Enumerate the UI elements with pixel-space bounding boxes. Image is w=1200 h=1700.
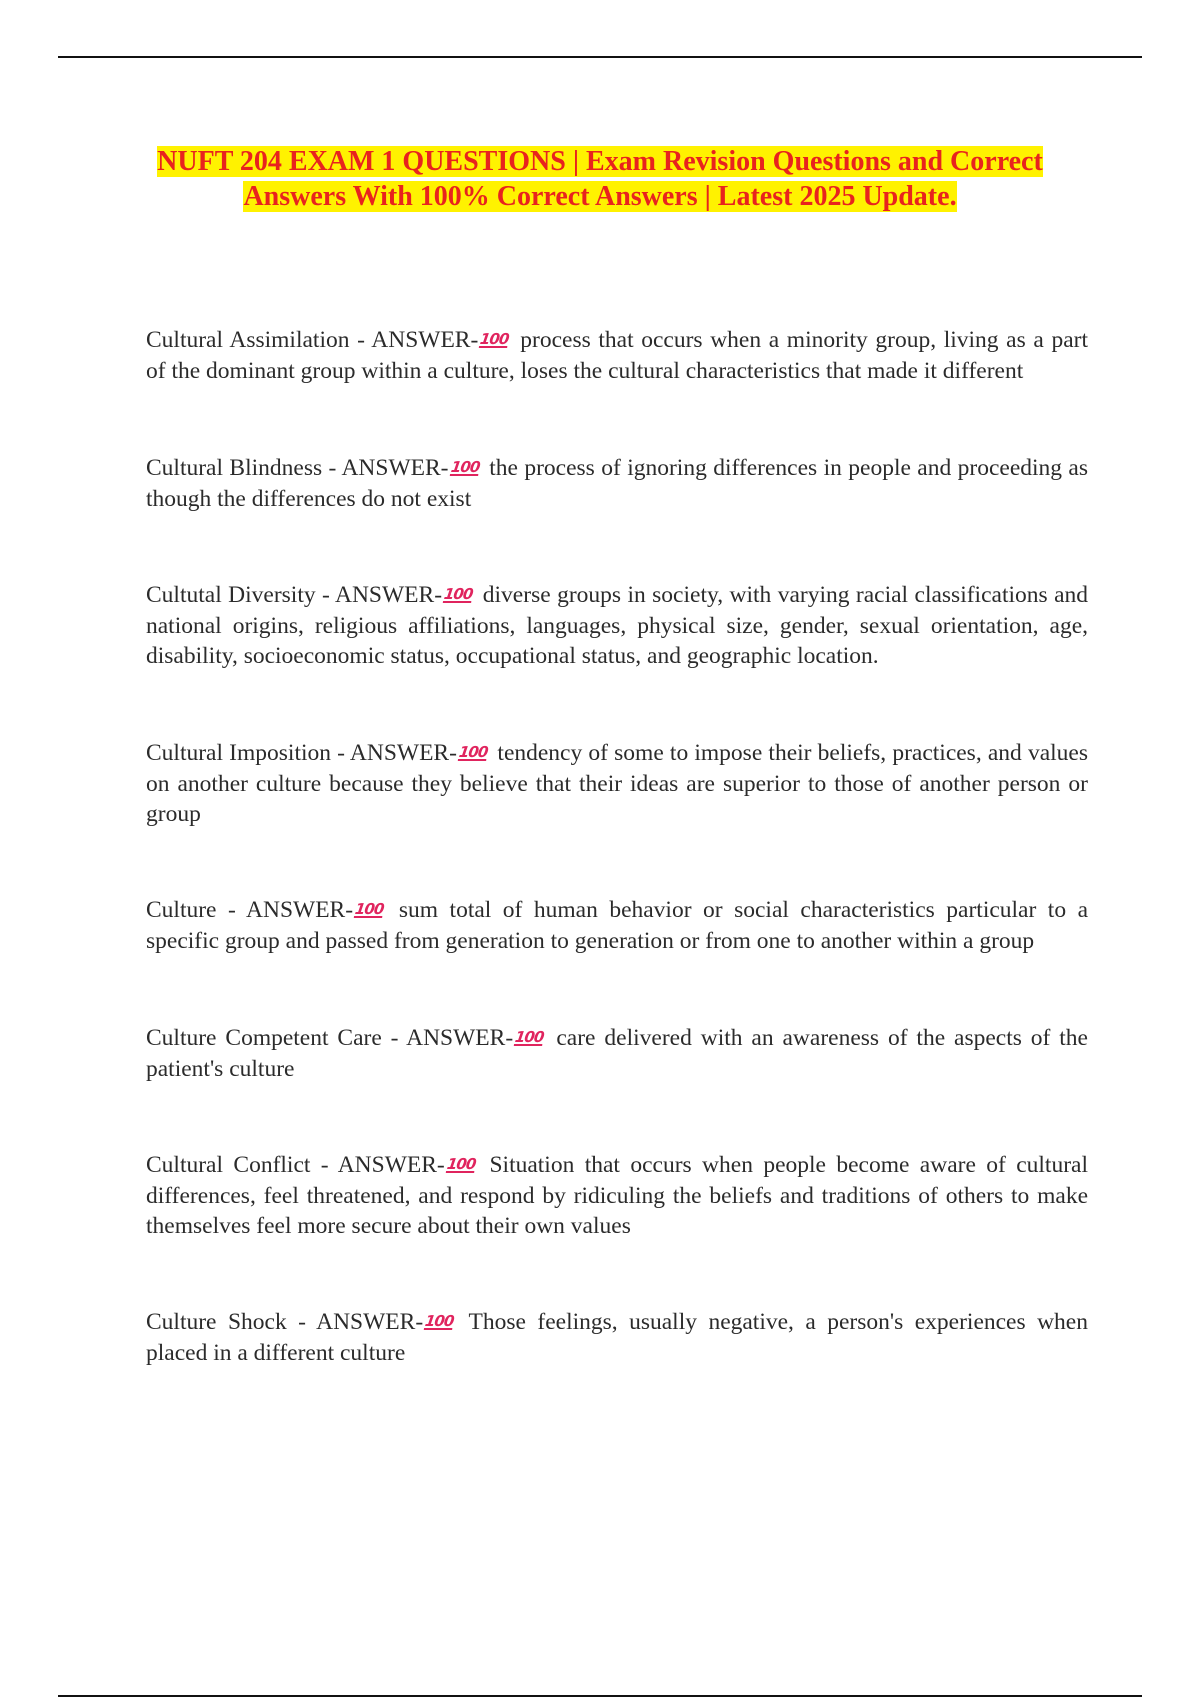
qa-entry: [146, 452, 1088, 514]
qa-entry: [146, 579, 1088, 672]
qa-entry: [146, 1022, 1088, 1084]
hundred-points-icon: 100: [513, 1028, 545, 1046]
qa-entry: [146, 324, 1088, 386]
title-line-1: NUFT 204 EXAM 1 QUESTIONS | Exam Revision Questions and Correct: [157, 146, 1043, 177]
qa-answer: tendency of some to impose their beliefs, practices, and values on another culture because they believe that their ideas are superior to those of another person or group: [146, 740, 1088, 827]
qa-term: Cultural Conflict - ANSWER-: [146, 1152, 445, 1178]
qa-term: Culture Competent Care - ANSWER-: [146, 1025, 514, 1051]
hundred-points-icon: 100: [449, 458, 481, 476]
hundred-points-icon: 100: [423, 1312, 455, 1330]
top-rule: [58, 56, 1142, 58]
qa-term: Cultural Imposition - ANSWER-: [146, 740, 457, 766]
qa-term: Cultural Assimilation - ANSWER-: [146, 327, 479, 353]
title-line-2: Answers With 100% Correct Answers | Latest 2025 Update.: [243, 181, 957, 212]
qa-answer: Those feelings, usually negative, a person's experiences when placed in a different culture: [146, 1309, 1088, 1366]
hundred-points-icon: 100: [457, 743, 489, 761]
hundred-points-icon: 100: [353, 900, 385, 918]
qa-entry: [146, 1149, 1088, 1242]
qa-answer: diverse groups in society, with varying racial classifications and national origins, religious affiliations, languages, physical size, gender, sexual orientation, age, disability, socioeconomic status, occupational status, and geographic location.: [146, 582, 1088, 669]
document-title: [150, 144, 1050, 214]
qa-entry: [146, 894, 1088, 956]
qa-answer: care delivered with an awareness of the aspects of the patient's culture: [146, 1025, 1088, 1082]
qa-answer: process that occurs when a minority group, living as a part of the dominant group within a culture, loses the cultural characteristics that made it different: [146, 327, 1088, 384]
qa-answer: sum total of human behavior or social characteristics particular to a specific group and passed from generation to generation or from one to another within a group: [146, 897, 1089, 954]
qa-entry: [146, 1306, 1088, 1368]
qa-answer: Situation that occurs when people become aware of cultural differences, feel threatened, and respond by ridiculing the beliefs and traditions of others to make themselves feel more secure about their own values: [146, 1152, 1088, 1239]
qa-term: Culture Shock - ANSWER-: [146, 1309, 424, 1335]
qa-term: Cultutal Diversity - ANSWER-: [146, 582, 443, 608]
qa-entry: [146, 737, 1088, 830]
qa-term: Culture - ANSWER-: [146, 897, 354, 923]
qa-answer: the process of ignoring differences in people and proceeding as though the differences do not exist: [146, 455, 1089, 512]
hundred-points-icon: 100: [479, 330, 510, 348]
hundred-points-icon: 100: [442, 585, 474, 603]
hundred-points-icon: 100: [445, 1155, 477, 1173]
qa-term: Cultural Blindness - ANSWER-: [146, 455, 449, 481]
bottom-rule: [58, 1695, 1142, 1697]
